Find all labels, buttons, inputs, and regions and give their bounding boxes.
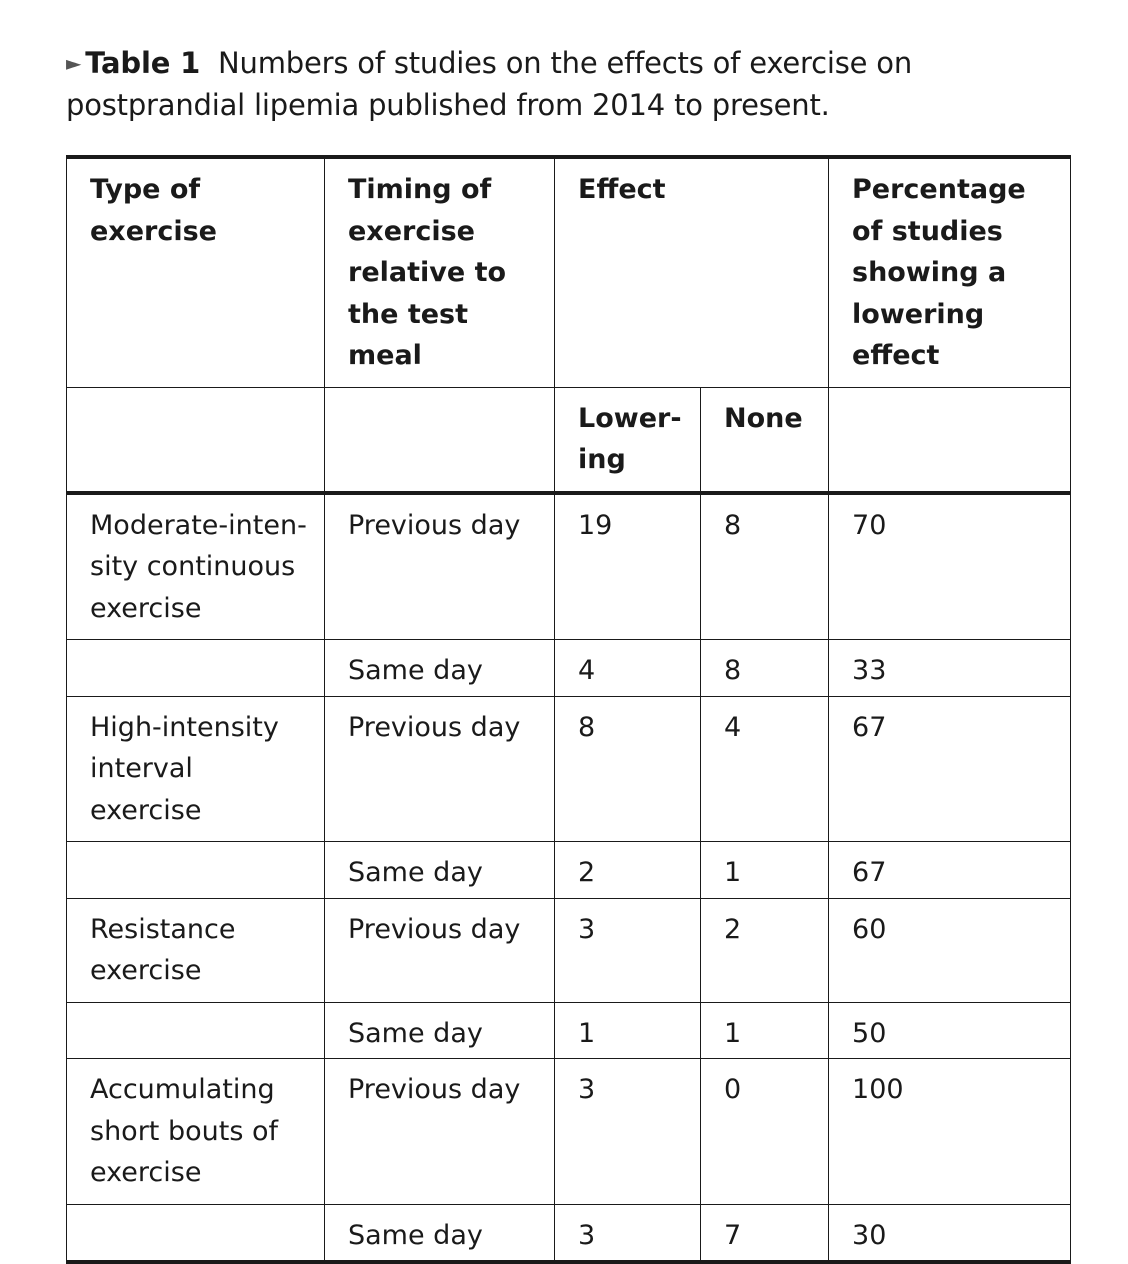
subheader-empty-percentage (829, 387, 1071, 493)
cell-none: 8 (701, 640, 829, 697)
table-row (67, 842, 1071, 899)
subheader-row (67, 387, 1071, 493)
caption-text: Numbers of studies on the effects of exercise on postprandial lipemia published from 2014 to present. (66, 46, 913, 122)
header-type: Type of exercise (67, 157, 325, 387)
header-timing: Timing of exercise relative to the test meal (325, 157, 555, 387)
cell-none: 0 (701, 1059, 829, 1205)
cell-none: 2 (701, 898, 829, 1002)
cell-timing: Same day (325, 842, 555, 899)
cell-percentage: 33 (829, 640, 1071, 697)
cell-timing: Same day (325, 640, 555, 697)
cell-percentage: 60 (829, 898, 1071, 1002)
cell-lowering: 1 (555, 1002, 701, 1059)
cell-type: Resistance exercise (67, 898, 325, 1002)
cell-type (67, 1204, 325, 1262)
header-effect: Effect (555, 157, 829, 387)
cell-timing: Same day (325, 1204, 555, 1262)
table-row (67, 1059, 1071, 1205)
subheader-lowering: Lowering (555, 387, 701, 493)
table-caption (66, 42, 1066, 126)
cell-percentage: 30 (829, 1204, 1071, 1262)
cell-percentage: 67 (829, 696, 1071, 842)
cell-lowering: 3 (555, 1059, 701, 1205)
cell-type (67, 842, 325, 899)
header-percentage: Percentage of studies showing a lowering effect (829, 157, 1071, 387)
cell-lowering: 2 (555, 842, 701, 899)
cell-none: 4 (701, 696, 829, 842)
cell-lowering: 8 (555, 696, 701, 842)
header-row (67, 157, 1071, 387)
cell-type: Moderate-intensity continuous exercise (67, 493, 325, 640)
table-row (67, 696, 1071, 842)
cell-timing: Same day (325, 1002, 555, 1059)
subheader-empty-type (67, 387, 325, 493)
cell-type (67, 640, 325, 697)
cell-timing: Previous day (325, 1059, 555, 1205)
cell-percentage: 67 (829, 842, 1071, 899)
cell-type: High-intensity interval exercise (67, 696, 325, 842)
cell-lowering: 3 (555, 898, 701, 1002)
cell-percentage: 50 (829, 1002, 1071, 1059)
cell-lowering: 3 (555, 1204, 701, 1262)
table-row (67, 640, 1071, 697)
table-row (67, 1204, 1071, 1262)
cell-lowering: 4 (555, 640, 701, 697)
cell-none: 7 (701, 1204, 829, 1262)
cell-none: 1 (701, 842, 829, 899)
cell-percentage: 100 (829, 1059, 1071, 1205)
table-row (67, 898, 1071, 1002)
caption-marker-icon: ► (66, 51, 82, 75)
table-label: Table 1 (85, 46, 201, 80)
cell-none: 1 (701, 1002, 829, 1059)
cell-percentage: 70 (829, 493, 1071, 640)
cell-none: 8 (701, 493, 829, 640)
table-row (67, 1002, 1071, 1059)
cell-lowering: 19 (555, 493, 701, 640)
subheader-none: None (701, 387, 829, 493)
table-row (67, 493, 1071, 640)
data-table (66, 155, 1071, 1264)
cell-type: Accumulating short bouts of exercise (67, 1059, 325, 1205)
cell-timing: Previous day (325, 493, 555, 640)
cell-timing: Previous day (325, 898, 555, 1002)
cell-type (67, 1002, 325, 1059)
cell-timing: Previous day (325, 696, 555, 842)
subheader-empty-timing (325, 387, 555, 493)
